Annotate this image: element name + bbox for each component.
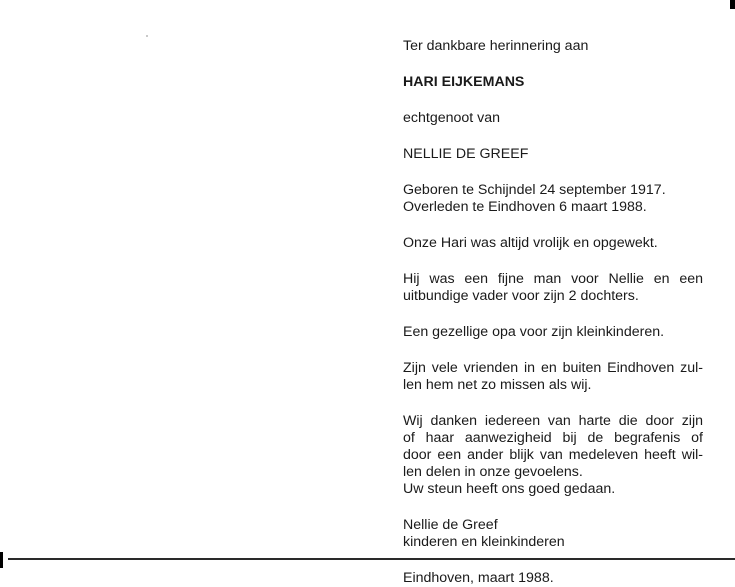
- paragraph-thanks-line-3: door een ander blijk van medeleven heeft wil-: [403, 447, 703, 463]
- intro-line: Ter dankbare herinnering aan: [403, 38, 589, 54]
- signature-line-2: kinderen en kleinkinderen: [403, 534, 565, 550]
- paragraph-grandpa: Een gezellige opa voor zijn kleinkinderen.: [403, 324, 665, 340]
- deceased-name: HARI EIJKEMANS: [403, 74, 525, 90]
- paragraph-husband-line-1: Hij was een fijne man voor Nellie en een: [403, 271, 703, 287]
- signature-line-1: Nellie de Greef: [403, 517, 498, 533]
- top-right-edge-mark: [730, 0, 735, 9]
- bottom-edge-rule: [8, 558, 735, 560]
- paragraph-thanks-line-5: Uw steun heeft ons goed gedaan.: [403, 481, 616, 497]
- paragraph-thanks-line-2: of haar aanwezigheid bij de begrafenis of: [403, 430, 703, 446]
- paragraph-friends-line-1: Zijn vele vrienden in en buiten Eindhoven zul-: [403, 360, 703, 376]
- paragraph-thanks-line-4: len delen in onze gevoelens.: [403, 464, 583, 480]
- death-line: Overleden te Eindhoven 6 maart 1988.: [403, 199, 647, 215]
- memorial-text: [403, 38, 703, 587]
- paragraph-thanks-line-1: Wij danken iedereen van harte die door zijn: [403, 413, 703, 429]
- paragraph-cheerful: Onze Hari was altijd vrolijk en opgewekt.: [403, 235, 658, 251]
- birth-line: Geboren te Schijndel 24 september 1917.: [403, 182, 666, 198]
- place-date: Eindhoven, maart 1988.: [403, 570, 554, 586]
- spouse-name: NELLIE DE GREEF: [403, 146, 529, 162]
- paragraph-husband-line-2: uitbundige vader voor zijn 2 dochters.: [403, 288, 639, 304]
- paragraph-friends-line-2: len hem net zo missen als wij.: [403, 377, 592, 393]
- relation-line: echtgenoot van: [403, 110, 501, 126]
- scan-speck: [146, 35, 148, 37]
- bottom-left-edge-mark: [0, 552, 3, 568]
